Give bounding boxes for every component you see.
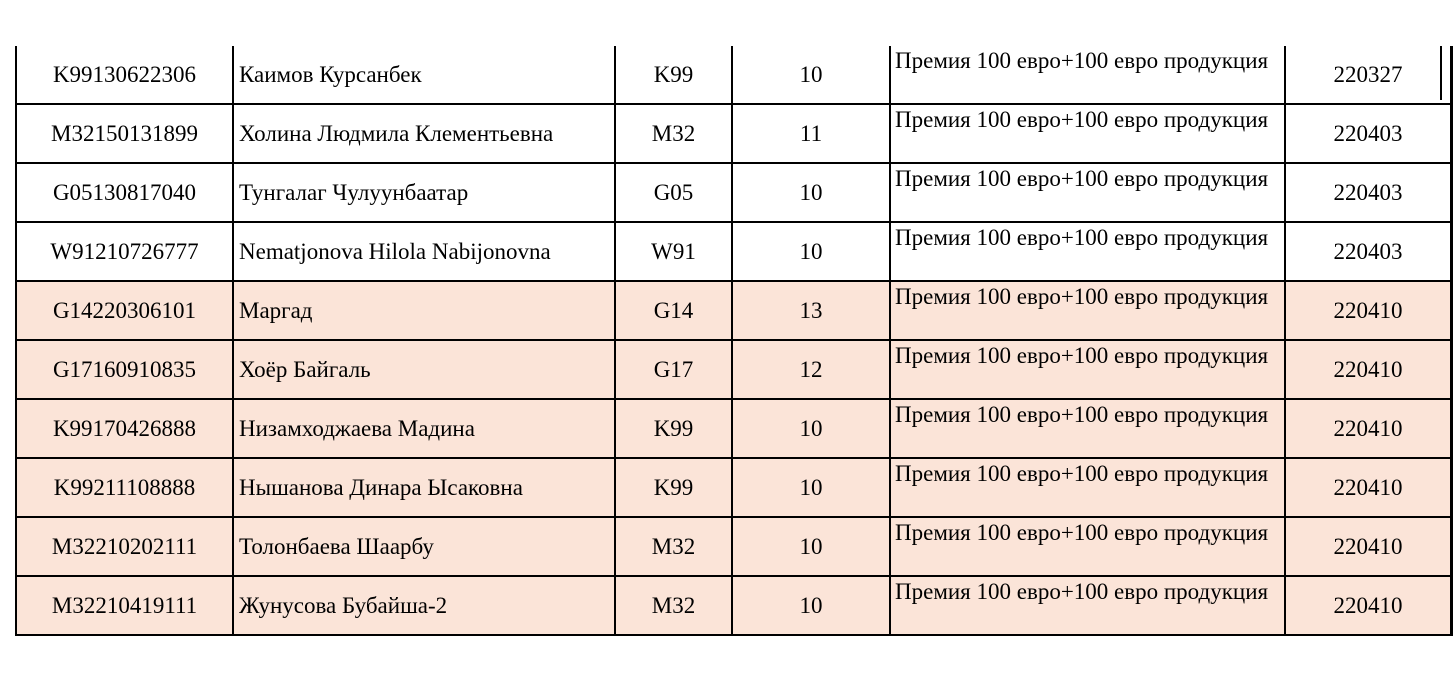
period-cell: 220403: [1285, 104, 1452, 163]
member-code-cell: M32210419111: [16, 576, 233, 635]
awards-table: [15, 46, 1453, 636]
table-row: [16, 399, 1452, 458]
country-code-cell: G17: [615, 340, 732, 399]
spreadsheet: [15, 46, 1453, 636]
period-cell: 220410: [1285, 576, 1452, 635]
count-cell: 13: [732, 281, 890, 340]
bonus-cell: Премия 100 евро+100 евро продукция: [890, 340, 1285, 399]
bonus-cell: Премия 100 евро+100 евро продукция: [890, 163, 1285, 222]
country-code-cell: M32: [615, 576, 732, 635]
count-cell: 10: [732, 458, 890, 517]
member-code-cell: W91210726777: [16, 222, 233, 281]
bonus-cell: Премия 100 евро+100 евро продукция: [890, 576, 1285, 635]
country-code-cell: K99: [615, 458, 732, 517]
member-code-cell: K99170426888: [16, 399, 233, 458]
table-body: [16, 46, 1452, 635]
member-code-cell: K99211108888: [16, 458, 233, 517]
member-name-cell: Толонбаева Шаарбу: [233, 517, 615, 576]
table-row: [16, 517, 1452, 576]
period-cell: 220410: [1285, 340, 1452, 399]
period-cell: 220410: [1285, 399, 1452, 458]
bonus-cell: Премия 100 евро+100 евро продукция: [890, 104, 1285, 163]
member-code-cell: G17160910835: [16, 340, 233, 399]
table-row: [16, 46, 1452, 104]
count-cell: 10: [732, 399, 890, 458]
country-code-cell: G05: [615, 163, 732, 222]
period-cell: 220410: [1285, 517, 1452, 576]
count-cell: 10: [732, 222, 890, 281]
member-name-cell: Хоёр Байгаль: [233, 340, 615, 399]
period-cell: 220410: [1285, 281, 1452, 340]
country-code-cell: M32: [615, 517, 732, 576]
bonus-cell: Премия 100 евро+100 евро продукция: [890, 222, 1285, 281]
member-name-cell: Маргад: [233, 281, 615, 340]
bonus-cell: Премия 100 евро+100 евро продукция: [890, 458, 1285, 517]
member-code-cell: M32150131899: [16, 104, 233, 163]
member-name-cell: Холина Людмила Клементьевна: [233, 104, 615, 163]
member-name-cell: Жунусова Бубайша-2: [233, 576, 615, 635]
member-name-cell: Тунгалаг Чулуунбаатар: [233, 163, 615, 222]
bonus-cell: Премия 100 евро+100 евро продукция: [890, 46, 1285, 104]
bonus-cell: Премия 100 евро+100 евро продукция: [890, 399, 1285, 458]
bonus-cell: Премия 100 евро+100 евро продукция: [890, 517, 1285, 576]
member-name-cell: Низамходжаева Мадина: [233, 399, 615, 458]
count-cell: 10: [732, 517, 890, 576]
country-code-cell: K99: [615, 399, 732, 458]
count-cell: 12: [732, 340, 890, 399]
member-code-cell: G14220306101: [16, 281, 233, 340]
table-row: [16, 576, 1452, 635]
member-name-cell: Каимов Курсанбек: [233, 46, 615, 104]
country-code-cell: K99: [615, 46, 732, 104]
bonus-cell: Премия 100 евро+100 евро продукция: [890, 281, 1285, 340]
count-cell: 10: [732, 576, 890, 635]
period-cell: 220410: [1285, 458, 1452, 517]
country-code-cell: M32: [615, 104, 732, 163]
period-cell: 220403: [1285, 222, 1452, 281]
member-code-cell: G05130817040: [16, 163, 233, 222]
table-row: [16, 104, 1452, 163]
count-cell: 11: [732, 104, 890, 163]
table-row: [16, 458, 1452, 517]
member-code-cell: K99130622306: [16, 46, 233, 104]
period-cell: 220403: [1285, 163, 1452, 222]
adjacent-column-border: [1440, 46, 1442, 100]
country-code-cell: W91: [615, 222, 732, 281]
member-name-cell: Nematjonova Hilola Nabijonovna: [233, 222, 615, 281]
table-row: [16, 281, 1452, 340]
period-cell: 220327: [1285, 46, 1452, 104]
count-cell: 10: [732, 163, 890, 222]
country-code-cell: G14: [615, 281, 732, 340]
count-cell: 10: [732, 46, 890, 104]
member-name-cell: Нышанова Динара Ысаковна: [233, 458, 615, 517]
table-row: [16, 340, 1452, 399]
table-row: [16, 163, 1452, 222]
table-row: [16, 222, 1452, 281]
member-code-cell: M32210202111: [16, 517, 233, 576]
